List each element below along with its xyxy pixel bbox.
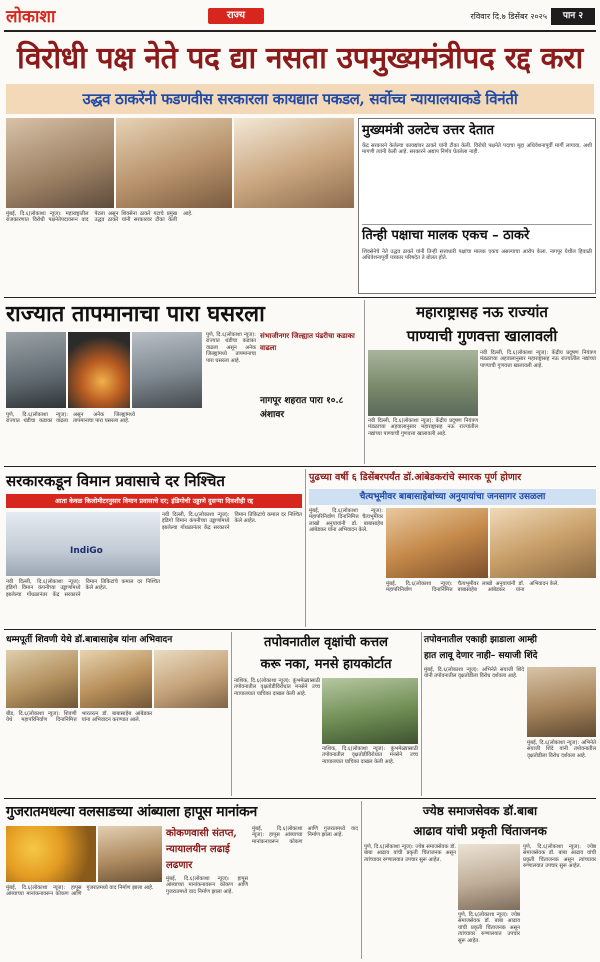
dhamma-body: बीड, दि.६(लोकाशा न्यूज): शिवणी येथे महापरिनिर्वाण दिनानिमित्त भारतरत्न डॉ. बाबासाहेब आंबेडकर यांना अभिवादन करण्यात आले. [6, 711, 153, 724]
flight-headline: सरकारकडून विमान प्रवासाचे दर निश्चित [6, 472, 225, 490]
mango-headline: गुजरातमधल्या वलसाडच्या आंब्याला हापूस मानांकन [6, 804, 257, 820]
cm-box-title: मुख्यमंत्री उलटेच उत्तर देतात [362, 123, 495, 138]
water-headline-2: पाण्याची गुणवत्ता खालावली [406, 327, 558, 345]
adhav-body-right: पुणे, दि.६(लोकाशा न्यूज): ज्येष्ठ समाजसेवक डॉ. बाबा आढाव यांची प्रकृती चिंताजनक असून त्यांच्यावर रुग्णालयात उपचार सुरू आहेत. [523, 844, 596, 870]
memorial-body: मुंबई, दि.६(लोकाशा न्यूज): महापरिनिर्वाण दिनानिमित्त चैत्यभूमीवर लाखो अनुयायांनी डॉ. बाबासाहेब आंबेडकर यांना अभिवादन केले. [309, 508, 383, 534]
section-label: राज्य [208, 8, 264, 24]
flight-subhead: आता केवळ किलोमीटरनुसार विमान प्रवासाचे दर; इंडिगोची उड्डाणे दुसऱ्या दिवशीही रद्द [55, 497, 253, 505]
trees-caption: नाशिक, दि.६(लोकाशा न्यूज): कुंभमेळ्यासाठी तपोवनातील वृक्षतोडीविरोधात मनसेने उच्च न्यायालयात याचिका दाखल केली आहे. [322, 746, 418, 765]
water-divider [364, 300, 365, 464]
cm-box-body: केंद्र सरकारने केलेल्या कायद्यांवर ठाकरे यांनी टीका केली. विरोधी पक्षनेते पदाचा मुद्दा अधिवेशनापूर्वी मार्गी लागावा, अशी मागणी त्यांनी केली आहे. सरकारने अद्याप निर्णय घेतलेला नाही. [362, 143, 592, 156]
adhav-headline-1: ज्येष्ठ समाजसेवक डॉ.बाबा [422, 804, 538, 818]
shinde-body: मुंबई, दि.६(लोकाशा न्यूज): अभिनेते सयाजी शिंदे यांनी तपोवनातील वृक्षतोडीला विरोध दर्शवला आहे. [424, 667, 524, 680]
issue-date: रविवार दि.७ डिसेंबर २०२५ [470, 12, 547, 21]
trees-headline-1: तपोवनातील वृक्षांची कत्तल [264, 635, 388, 650]
dhamma-headline: धम्मपूर्ती शिवणी येथे डॉ.बाबासाहेब यांना अभिवादन [6, 635, 173, 645]
water-body-lower: नवी दिल्ली, दि.६(लोकाशा न्यूज): केंद्रीय प्रदूषण नियंत्रण मंडळाच्या अहवालानुसार महाराष्ट्रासह नऊ राज्यांतील नद्यांच्या पाण्याची गुणवत्ता खालावली आहे. [368, 418, 478, 437]
cold-photo-1 [6, 332, 66, 408]
page-number: पान २ [551, 8, 595, 25]
dhamma-photo-3 [154, 650, 228, 708]
mango-side-body: मुंबई, दि.६(लोकाशा न्यूज): हापूस आंब्याच्या मानांकनावरून कोकण आणि गुजरातमध्ये वाद निर्माण झाला आहे. [166, 876, 248, 895]
cold-headline: राज्यात तापमानाचा पारा घसरला [6, 301, 265, 327]
adhav-caption: पुणे, दि.६(लोकाशा न्यूज): ज्येष्ठ समाजसेवक डॉ. बाबा आढाव यांची प्रकृती चिंताजनक असून त्यांच्यावर रुग्णालयात उपचार सुरू आहेत. [458, 912, 520, 944]
cold-photo-2 [68, 332, 130, 408]
flight-caption: नवी दिल्ली, दि.६(लोकाशा न्यूज): इंडिगो विमान कंपनीच्या उड्डाणांमध्ये झालेल्या गोंधळानंतर केंद्र सरकारने विमान तिकिटांचे कमाल दर निश्चित केले आहेत. [6, 579, 160, 598]
memorial-divider [305, 469, 306, 627]
cm-box-subbody: शिवसेनेचे नेते उद्धव ठाकरे यांनी तिन्ही सत्ताधारी पक्षांचा मालक एकच असल्याचा आरोप केला. नागपूर येथील हिवाळी अधिवेशनापूर्वी पत्रकार परिषदेत ते बोलत होते. [362, 249, 592, 262]
mango-side-title: कोकणवासी संतप्त, न्यायालयीन लढाई लढणार [166, 828, 237, 871]
cold-box-subtitle: नागपूर शहरात पारा १०.८ अंशावर [260, 396, 344, 420]
lead-photo-shinde [234, 118, 354, 208]
lead-subhead: उद्धव ठाकरेंनी फडणवीस सरकारला कायद्यात पकडल, सर्वोच्च न्यायालयाकडे विनंती [82, 90, 518, 108]
shinde-headline-1: तपोवनातील एकाही झाडाला आम्ही [424, 635, 537, 645]
flight-body: नवी दिल्ली, दि.६(लोकाशा न्यूज): इंडिगो विमान कंपनीच्या उड्डाणांमध्ये झालेल्या गोंधळानंतर केंद्र सरकारने विमान तिकिटांचे कमाल दर निश्चित केले आहेत. [162, 512, 302, 531]
cold-box-title: संभाजीनगर जिल्ह्यात पंढरीचा कडाका वाढला [260, 331, 355, 352]
memorial-photo-2 [490, 508, 596, 578]
lead-headline: विरोधी पक्ष नेते पद द्या नसता उपमुख्यमंत्रीपद रद्द करा [17, 41, 583, 76]
divider-3 [4, 629, 596, 630]
mango-body: मुंबई, दि.६(लोकाशा न्यूज): हापूस आंब्याच्या मानांकनावरून कोकण आणि गुजरातमध्ये वाद निर्माण झाला आहे. [252, 826, 358, 845]
memorial-headline: पुढच्या वर्षी ६ डिसेंबरपर्यंत डॉ.आंबेडकरांचे स्मारक पूर्ण होणार [309, 472, 522, 483]
mango-person-photo [98, 826, 162, 882]
shinde-photo [527, 667, 596, 737]
masthead-rule [4, 30, 596, 32]
dhamma-photo-1 [6, 650, 78, 708]
adhav-divider [361, 801, 362, 959]
trees-body: नाशिक, दि.६(लोकाशा न्यूज): कुंभमेळ्यासाठी तपोवनातील वृक्षतोडीविरोधात मनसेने उच्च न्यायालयात याचिका दाखल केली आहे. [234, 678, 320, 697]
cm-box-subtitle: तिन्ही पक्षाचा मालक एकच – ठाकरे [362, 224, 592, 246]
dhamma-photo-2 [80, 650, 152, 708]
lead-caption: मुंबई, दि.६(लोकाशा न्यूज): महाराष्ट्रातील राजकारणात विरोधी पक्षनेतेपदावरून वाद पेटला असून शिवसेना ठाकरे गटाचे प्रमुख उद्धव ठाकरे यांनी सरकारवर टीका केली आहे. [6, 211, 193, 224]
water-photo [368, 350, 478, 416]
memorial-caption: मुंबई, दि.६(लोकाशा न्यूज): महापरिनिर्वाण दिनानिमित्त चैत्यभूमीवर लाखो अनुयायांनी डॉ. बाबासाहेब आंबेडकर यांना अभिवादन केले. [386, 581, 559, 594]
divider-4 [4, 798, 596, 799]
trees-divider [231, 632, 232, 796]
shinde-caption: मुंबई, दि.६(लोकाशा न्यूज): अभिनेते सयाजी शिंदे यांनी तपोवनातील वृक्षतोडीला विरोध दर्शवला आहे. [527, 740, 596, 759]
flight-photo [6, 512, 160, 576]
mango-photo [6, 826, 96, 882]
memorial-subhead: चैत्यभूमीवर बाबासाहेबांच्या अनुयायांचा जनसागर उसळला [359, 492, 546, 502]
shinde-headline-2: हात लावू देणार नाही– सयाजी शिंदे [424, 651, 538, 661]
cold-photo-3 [132, 332, 202, 408]
indigo-logo: IndiGo [70, 546, 103, 556]
masthead-logo: लोकाशा [6, 7, 56, 27]
trees-headline-2: करू नका, मनसे हायकोर्टात [260, 657, 392, 672]
trees-photo [322, 678, 418, 744]
adhav-headline-2: आढाव यांची प्रकृती चिंताजनक [413, 824, 547, 838]
lead-photo-fadnavis [116, 118, 232, 208]
mango-caption: मुंबई, दि.६(लोकाशा न्यूज): हापूस आंब्याच्या मानांकनावरून कोकण आणि गुजरातमध्ये वाद निर्माण झाला आहे. [6, 885, 154, 898]
water-body: नवी दिल्ली, दि.६(लोकाशा न्यूज): केंद्रीय प्रदूषण नियंत्रण मंडळाच्या अहवालानुसार महाराष्ट्रासह नऊ राज्यांतील नद्यांच्या पाण्याची गुणवत्ता खालावली आहे. [480, 350, 596, 369]
cold-column-text: पुणे, दि.६(लोकाशा न्यूज): राज्यात थंडीचा कडाका वाढला असून अनेक जिल्ह्यांमध्ये तापमानाचा पारा घसरला आहे. [206, 332, 256, 364]
divider-2 [4, 466, 596, 467]
memorial-photo-1 [386, 508, 488, 578]
water-headline-1: महाराष्ट्रासह नऊ राज्यांत [416, 303, 548, 321]
shinde-divider [421, 632, 422, 796]
adhav-photo [458, 844, 520, 910]
cold-caption: पुणे, दि.६(लोकाशा न्यूज): राज्यात थंडीचा कडाका वाढला असून अनेक जिल्ह्यांमध्ये तापमानाचा पारा घसरला आहे. [6, 412, 135, 425]
adhav-body: पुणे, दि.६(लोकाशा न्यूज): ज्येष्ठ समाजसेवक डॉ. बाबा आढाव यांची प्रकृती चिंताजनक असून त्यांच्यावर रुग्णालयात उपचार सुरू आहेत. [364, 844, 456, 863]
divider-1 [4, 297, 596, 298]
lead-photo-thackeray [6, 118, 114, 208]
